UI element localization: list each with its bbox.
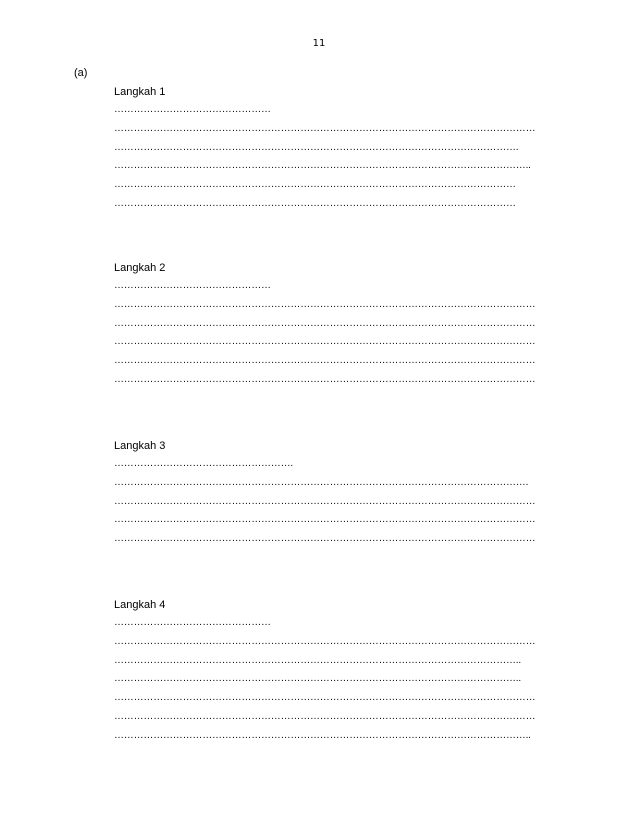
answer-dotted-line[interactable]: ………………………………………………………………………………………………………………… (114, 373, 536, 385)
step-block (114, 597, 564, 746)
answer-dotted-line[interactable]: …………………………………………………………………………………………………………….. (114, 673, 521, 685)
answer-dotted-line[interactable]: ………………………………………………………………………………………………………………… (114, 122, 536, 134)
answer-dotted-line[interactable]: ………………………………………………………………………………………………………………… (114, 298, 536, 310)
answer-dotted-line[interactable]: …………………………………………………………………………………………………………… (114, 179, 516, 191)
answer-dotted-line[interactable]: ……………………………………………………………………………………………………………….. (114, 160, 531, 172)
answer-dotted-line[interactable]: ………………………………………………………………………………………………………………… (114, 336, 536, 348)
answer-dotted-line[interactable]: ………………………………………………………………………………………………………………… (114, 692, 536, 704)
part-label: (a) (74, 67, 88, 79)
step-block (114, 260, 564, 390)
answer-dotted-line[interactable]: …………………………………………………………………………………………………………… (114, 197, 516, 209)
answer-dotted-line[interactable]: ………………………………………………………………………………………………………………. (114, 476, 529, 488)
step-title: Langkah 4 (114, 599, 166, 611)
answer-dotted-line[interactable]: ………………………………………………………………………………………………………………… (114, 533, 536, 545)
answer-dotted-line[interactable]: ……………………………………………………………………………………………………………. (114, 141, 519, 153)
page-number: 11 (312, 38, 326, 49)
step-block (114, 84, 564, 214)
answer-dotted-line[interactable]: ………………………………………… (114, 104, 271, 115)
answer-dotted-line[interactable]: ………………………………………… (114, 617, 271, 628)
answer-dotted-line[interactable]: ………………………………………………………………………………………………………………… (114, 495, 536, 507)
step-title: Langkah 1 (114, 86, 166, 98)
answer-dotted-line[interactable]: ………………………………………………………………………………………………………………… (114, 635, 536, 647)
answer-dotted-line[interactable]: ………………………………………………. (114, 458, 293, 469)
step-title: Langkah 2 (114, 262, 166, 274)
answer-dotted-line[interactable]: ………………………………………… (114, 280, 271, 291)
answer-dotted-line[interactable]: …………………………………………………………………………………………………………….. (114, 654, 521, 666)
answer-dotted-line[interactable]: ………………………………………………………………………………………………………………… (114, 355, 536, 367)
answer-dotted-line[interactable]: ………………………………………………………………………………………………………………… (114, 710, 536, 722)
answer-dotted-line[interactable]: ………………………………………………………………………………………………………………… (114, 514, 536, 526)
answer-dotted-line[interactable]: ……………………………………………………………………………………………………………….. (114, 729, 531, 741)
step-title: Langkah 3 (114, 440, 166, 452)
answer-dotted-line[interactable]: ………………………………………………………………………………………………………………… (114, 317, 536, 329)
step-block (114, 438, 564, 549)
